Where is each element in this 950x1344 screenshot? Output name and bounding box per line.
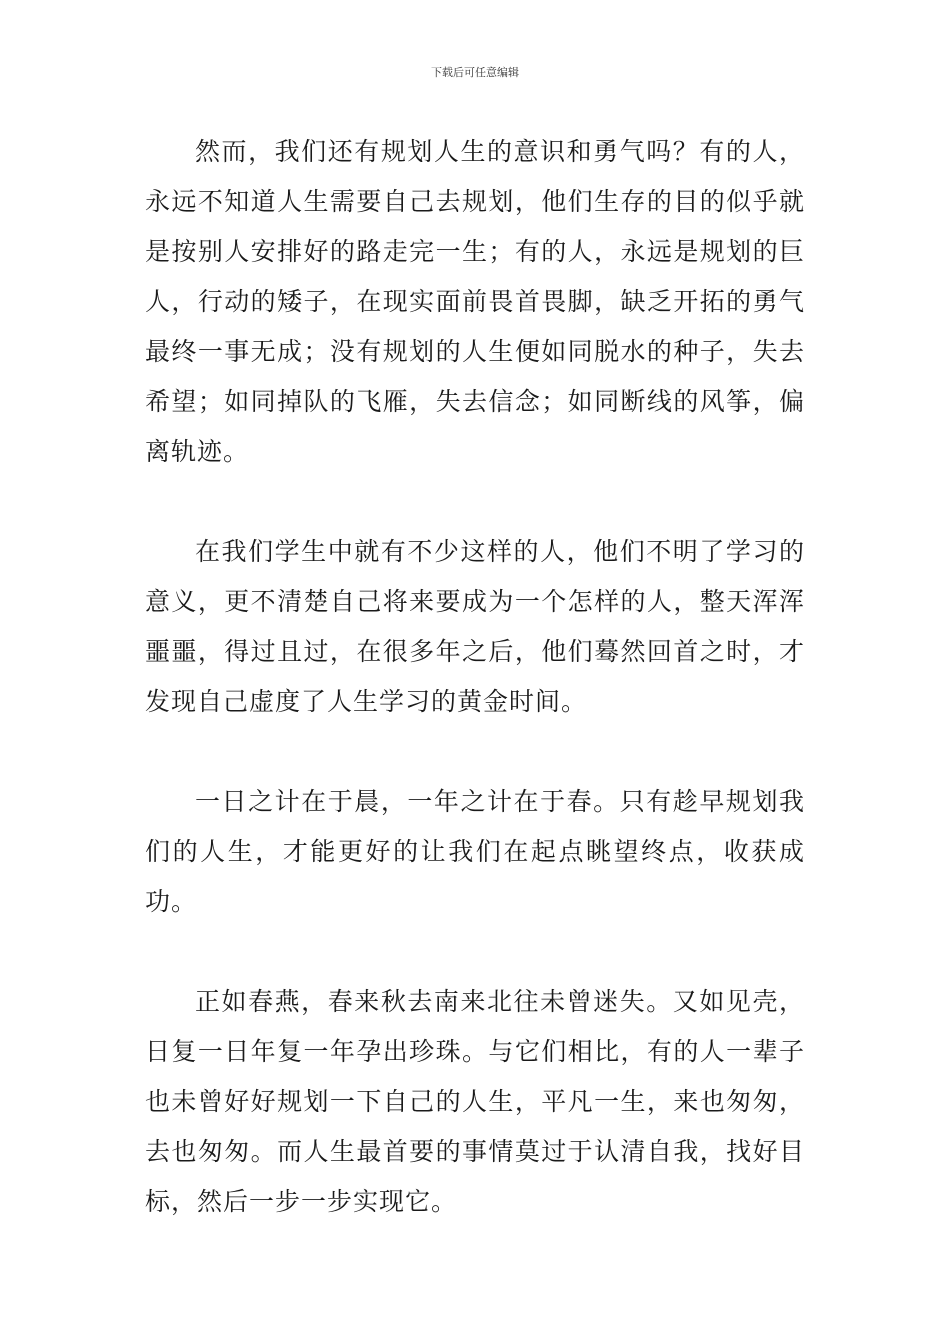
document-body: [145, 127, 805, 1227]
paragraph-3: 一日之计在于晨，一年之计在于春。只有趁早规划我们的人生，才能更好的让我们在起点眺望终点，收获成功。: [145, 787, 805, 916]
paragraph-spacer: [145, 477, 805, 527]
paragraph-2: 在我们学生中就有不少这样的人，他们不明了学习的意义，更不清楚自己将来要成为一个怎样的人，整天浑浑噩噩，得过且过，在很多年之后，他们蓦然回首之时，才发现自己虚度了人生学习的黄金时间。: [145, 537, 805, 716]
page-header: 下载后可任意编辑: [431, 66, 519, 79]
paragraph-spacer: [145, 927, 805, 977]
paragraph-1: 然而，我们还有规划人生的意识和勇气吗？有的人，永远不知道人生需要自己去规划，他们生存的目的似乎就是按别人安排好的路走完一生；有的人，永远是规划的巨人，行动的矮子，在现实面前畏首畏脚，缺乏开拓的勇气最终一事无成；没有规划的人生便如同脱水的种子，失去希望；如同掉队的飞雁，失去信念；如同断线的风筝，偏离轨迹。: [145, 137, 805, 466]
paragraph-4: 正如春燕，春来秋去南来北往未曾迷失。又如见壳，日复一日年复一年孕出珍珠。与它们相比，有的人一辈子也未曾好好规划一下自己的人生，平凡一生，来也匆匆，去也匆匆。而人生最首要的事情莫过于认清自我，找好目标，然后一步一步实现它。: [145, 987, 805, 1216]
paragraph-spacer: [145, 727, 805, 777]
